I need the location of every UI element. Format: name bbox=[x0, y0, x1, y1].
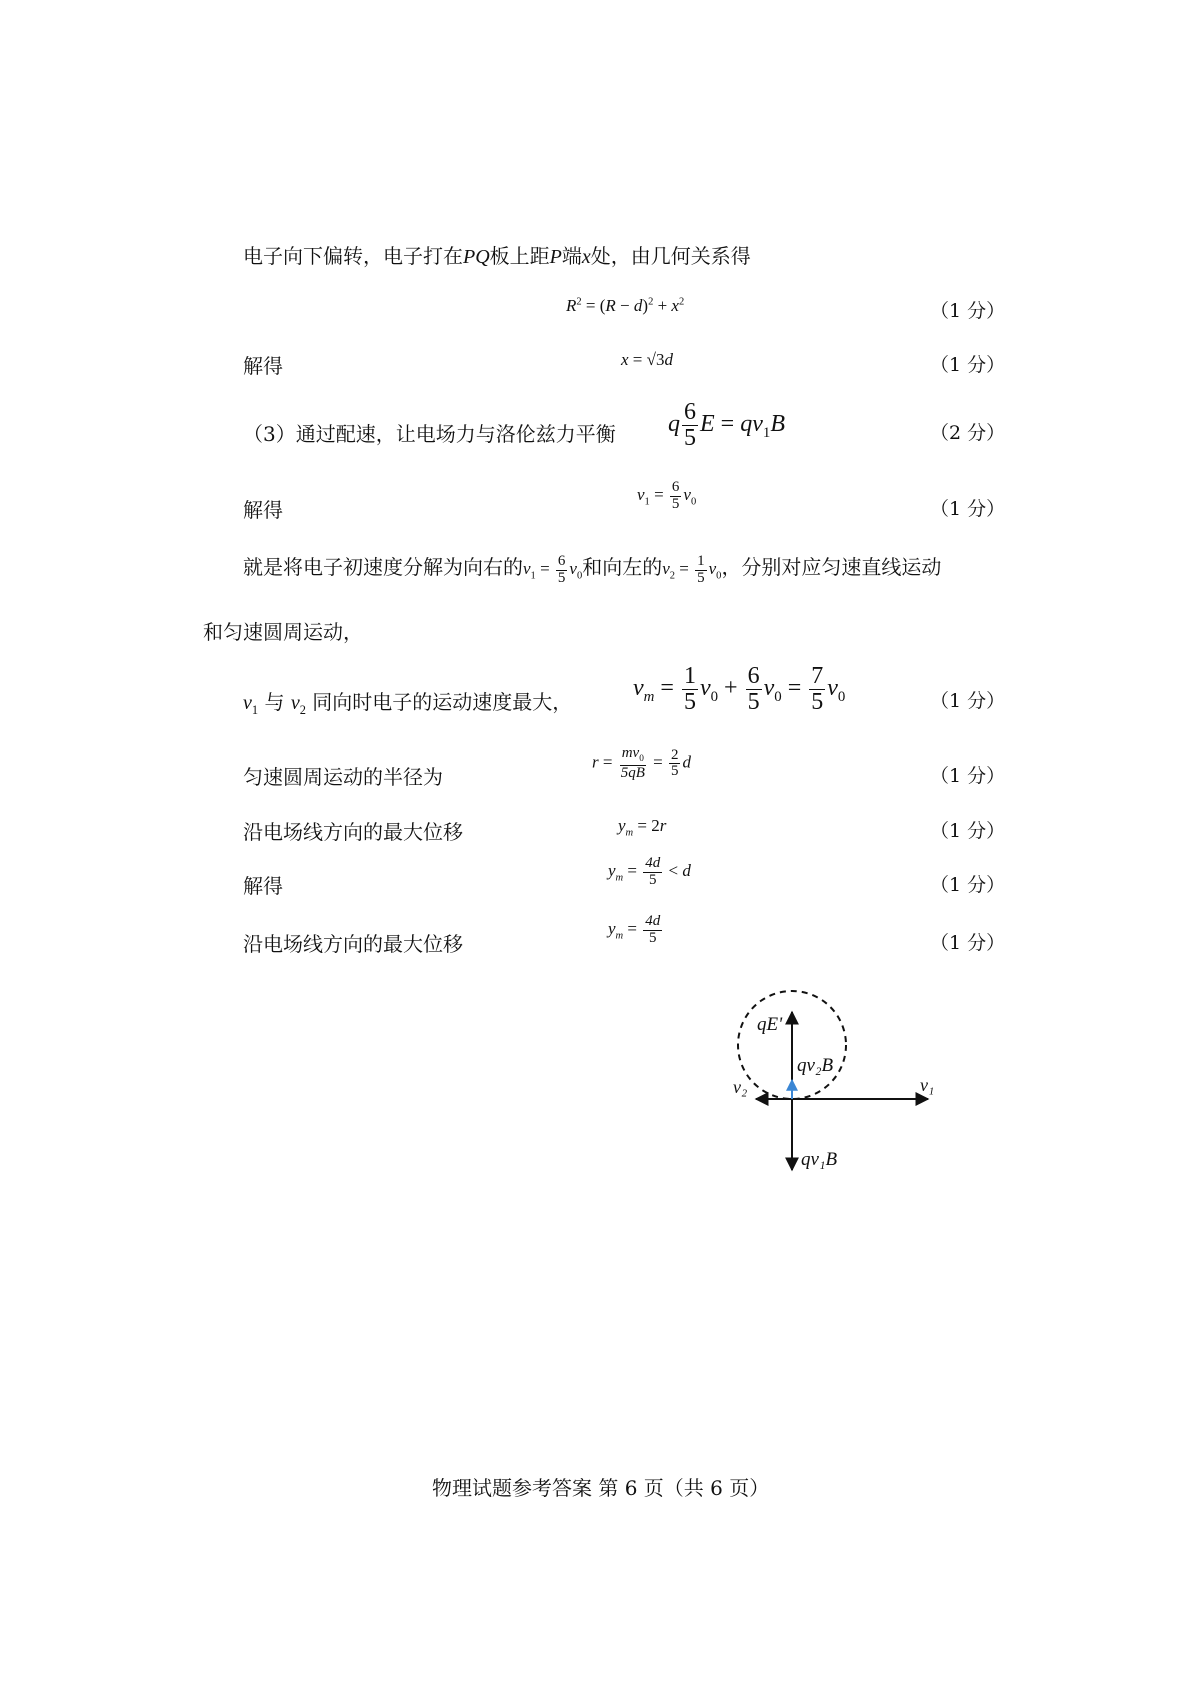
score-8: （1 分） bbox=[930, 874, 1006, 896]
page-footer: 物理试题参考答案 第 6 页（共 6 页） bbox=[432, 1476, 770, 1500]
equation-v1: $v_1$ = $\frac{6}{5}$ $v_0$ bbox=[637, 479, 697, 512]
equation-x: x = √3d bbox=[621, 350, 673, 369]
score-4: （1 分） bbox=[930, 498, 1006, 520]
score-3: （2 分） bbox=[930, 422, 1006, 444]
score-5: （1 分） bbox=[930, 690, 1006, 712]
equation-geometry: $R^2 = (R - d)^2 + x^2$ bbox=[566, 296, 685, 315]
equation-ym-less-d: $y_m$ = $\frac{4d}{5}$ < d bbox=[608, 855, 691, 888]
line-decomposition: 就是将电子初速度分解为向右的$v_1$ = $\frac{6}{5}$ $v_0$和向左的$v_2$ = $\frac{1}{5}$ $v_0$，分别对应匀速直线运动 bbox=[243, 552, 942, 586]
label-v1: v₁ bbox=[920, 1075, 935, 1095]
text-l1: 电子向下偏转，电子打在 bbox=[243, 244, 463, 268]
line-radius-label: 匀速圆周运动的半径为 bbox=[243, 765, 443, 789]
score-7: （1 分） bbox=[930, 820, 1006, 842]
text-l1c: 端 bbox=[561, 244, 582, 268]
text-p: P bbox=[549, 246, 562, 268]
line-uniform-circular: 和匀速圆周运动， bbox=[203, 620, 363, 644]
label-jiede-2: 解得 bbox=[243, 498, 283, 522]
line-max-displacement-2: 沿电场线方向的最大位移 bbox=[243, 932, 463, 956]
equation-ym-2r: $y_m = 2r$ bbox=[618, 816, 667, 839]
label-qE: qE' bbox=[757, 1014, 783, 1035]
label-qv2B: qv₂B bbox=[797, 1055, 834, 1076]
equation-force-balance: q $\frac{6}{5}$ $E = qv_1B$ bbox=[668, 399, 785, 452]
label-jiede-3: 解得 bbox=[243, 874, 283, 898]
text-pq: PQ bbox=[463, 246, 490, 268]
text-l1b: 板上距 bbox=[489, 244, 550, 268]
equation-radius: r = $\frac{mv_0}{5qB}$ = $\frac{2}{5}$ d bbox=[592, 745, 691, 781]
score-9: （1 分） bbox=[930, 932, 1006, 954]
equation-ym-final: $y_m$ = $\frac{4d}{5}$ bbox=[608, 913, 661, 946]
line-max-displacement-1: 沿电场线方向的最大位移 bbox=[243, 820, 463, 844]
score-1: （1 分） bbox=[930, 300, 1006, 322]
score-2: （1 分） bbox=[930, 354, 1006, 376]
score-6: （1 分） bbox=[930, 765, 1006, 787]
text-x: x bbox=[581, 246, 591, 268]
line-max-speed: $v_1$ 与 $v_2$ 同向时电子的运动速度最大， bbox=[243, 690, 573, 717]
text-l1d: 处，由几何关系得 bbox=[590, 244, 751, 268]
equation-vm: $v_m$ = $\frac{1}{5}$ $v_0$ + $\frac{6}{5}$ $v_0$ = $\frac{7}{5}$ $v_0$ bbox=[633, 663, 846, 716]
label-jiede-1: 解得 bbox=[243, 354, 283, 378]
label-v2: v₂ bbox=[733, 1077, 748, 1097]
label-qv1B: qv₁B bbox=[801, 1149, 838, 1170]
line-part3: （3）通过配速，让电场力与洛伦兹力平衡 bbox=[243, 422, 616, 446]
